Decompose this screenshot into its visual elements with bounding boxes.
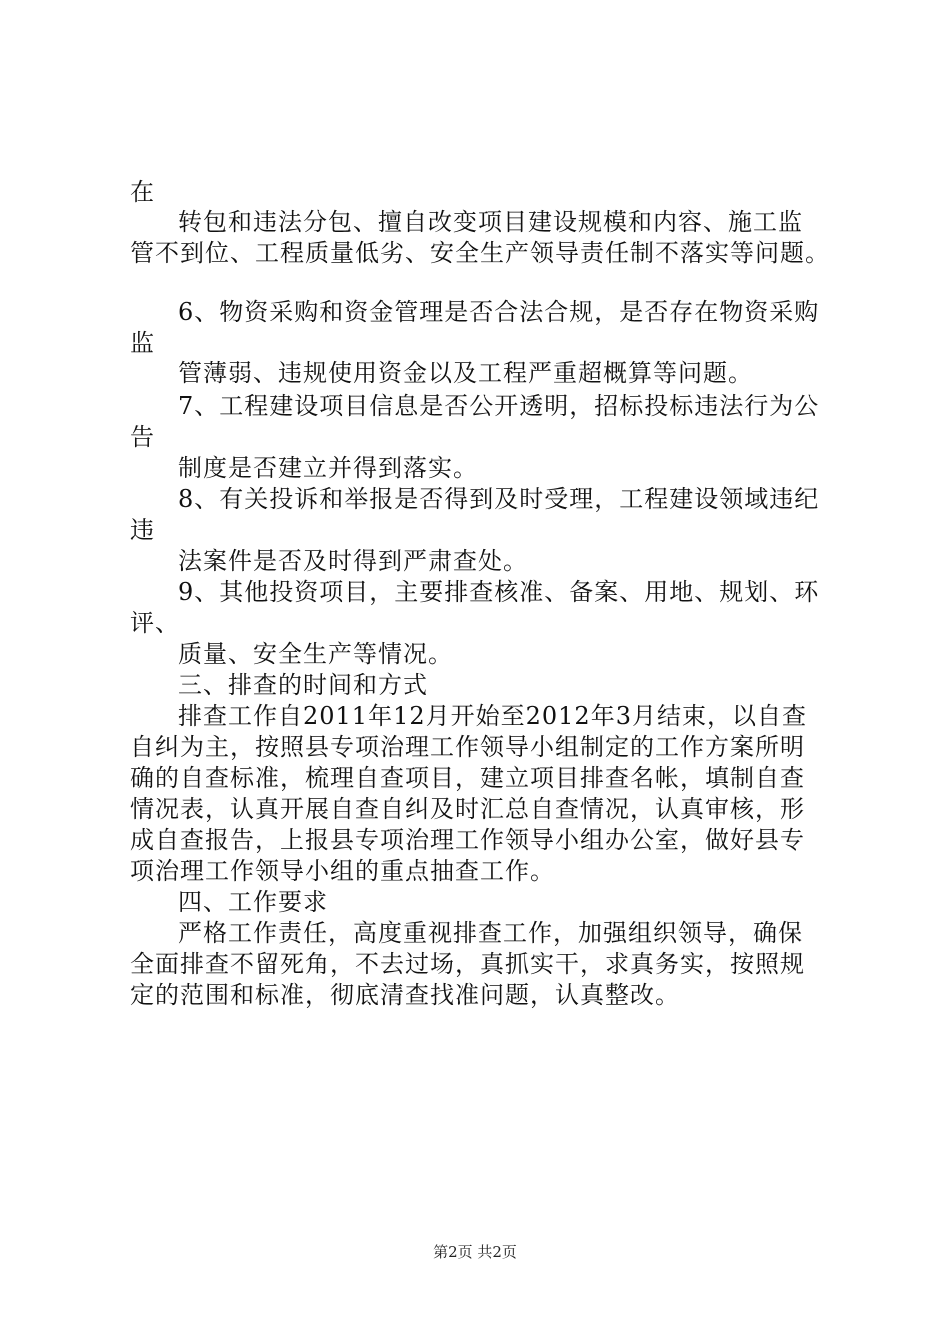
text-line-18: 自纠为主，按照县专项治理工作领导小组制定的工作方案所明 [130, 733, 805, 761]
text-line-15: 质量、安全生产等情况。 [178, 640, 453, 668]
section-heading-4: 四、工作要求 [178, 888, 328, 916]
text-line-3: 管不到位、工程质量低劣、安全生产领导责任制不落实等问题。 [130, 239, 830, 267]
text-line-24: 严格工作责任，高度重视排查工作，加强组织领导，确保 [178, 919, 803, 947]
text-line-12: 法案件是否及时得到严肃查处。 [178, 547, 528, 575]
text-line-22: 项治理工作领导小组的重点抽查工作。 [130, 857, 555, 885]
text-line-4: 6、物资采购和资金管理是否合法合规，是否存在物资采购 [178, 298, 820, 326]
text-line-5: 监 [130, 329, 155, 357]
text-line-1: 在 [130, 178, 155, 206]
text-line-14: 评、 [130, 609, 180, 637]
text-line-20: 情况表，认真开展自查自纠及时汇总自查情况，认真审核，形 [130, 795, 805, 823]
text-line-26: 定的范围和标准，彻底清查找准问题，认真整改。 [130, 981, 680, 1009]
text-line-2: 转包和违法分包、擅自改变项目建设规模和内容、施工监 [178, 208, 803, 236]
text-line-11: 违 [130, 516, 155, 544]
text-line-17: 排查工作自2011年12月开始至2012年3月结束，以自查 [178, 702, 807, 730]
text-line-9: 制度是否建立并得到落实。 [178, 454, 478, 482]
text-line-19: 确的自查标准，梳理自查项目，建立项目排查名帐，填制自查 [130, 764, 805, 792]
section-heading-3: 三、排查的时间和方式 [178, 671, 428, 699]
text-line-25: 全面排查不留死角，不去过场，真抓实干，求真务实，按照规 [130, 950, 805, 978]
text-line-21: 成自查报告，上报县专项治理工作领导小组办公室，做好县专 [130, 826, 805, 854]
text-line-8: 告 [130, 423, 155, 451]
text-line-6: 管薄弱、违规使用资金以及工程严重超概算等问题。 [178, 359, 753, 387]
text-line-10: 8、有关投诉和举报是否得到及时受理，工程建设领域违纪 [178, 485, 820, 513]
text-line-7: 7、工程建设项目信息是否公开透明，招标投标违法行为公 [178, 392, 820, 420]
page-number-footer: 第2页 共2页 [433, 1243, 517, 1261]
text-line-13: 9、其他投资项目，主要排查核准、备案、用地、规划、环 [178, 578, 820, 606]
